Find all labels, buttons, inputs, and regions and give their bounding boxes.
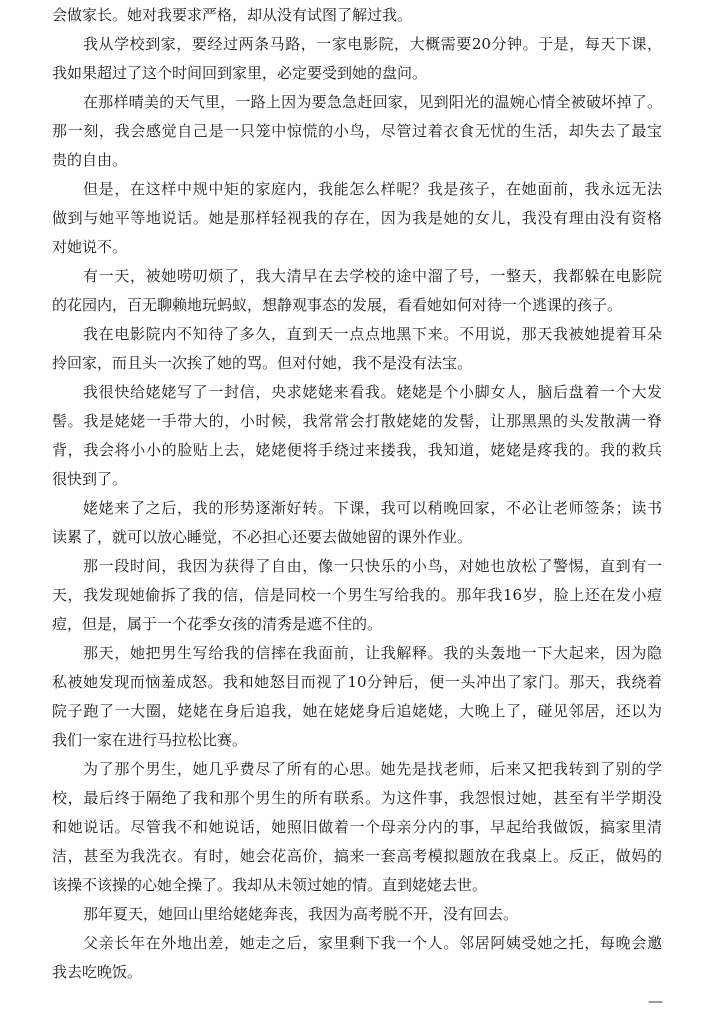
paragraph	[52, 88, 662, 175]
paragraph	[52, 320, 662, 378]
text-line: 在那样晴美的天气里，一路上因为要急急赶回家，见到阳光的温婉心情全被破坏掉了。	[83, 93, 662, 111]
text-line: 那年夏天，她回山里给姥姥奔丧，我因为高考脱不开，没有回去。	[83, 905, 519, 923]
text-line: 但是，在这样中规中矩的家庭内，我能怎么样呢？我是孩子，在她面前，我永远无法	[83, 180, 662, 198]
text-line: 读累了，就可以放心睡觉，不必担心还要去做她留的课外作业。	[52, 528, 473, 546]
text-line: 我在电影院内不知待了多久，直到天一点点地黑下来。不用说，那天我被她提着耳朵	[83, 325, 662, 343]
text-line: 贵的自由。	[52, 151, 128, 169]
text-line: 该操不该操的心她全操了。我却从未领过她的情。直到姥姥去世。	[52, 876, 488, 894]
document-body	[52, 1, 662, 987]
paragraph	[52, 755, 662, 900]
text-line: 父亲长年在外地出差，她走之后，家里剩下我一个人。邻居阿姨受她之托，每晚会邀	[83, 934, 662, 952]
paragraph	[52, 552, 662, 639]
text-line: 和她说话。尽管我不和她说话，她照旧做着一个母亲分内的事，早起给我做饭，搞家里清	[52, 818, 662, 836]
text-line: 那一刻，我会感觉自己是一只笼中惊慌的小鸟，尽管过着衣食无忧的生活，却失去了最宝	[52, 122, 662, 140]
paragraph	[52, 929, 662, 987]
paragraph	[52, 639, 662, 755]
text-line: 天，我发现她偷拆了我的信，信是同校一个男生写给我的。那年我16岁，脸上还在发小痘	[52, 586, 662, 604]
text-line: 髻。我是姥姥一手带大的，小时候，我常常会打散姥姥的发髻，让那黑黑的头发散满一脊	[52, 412, 662, 430]
text-line: 有一天，被她唠叨烦了，我大清早在去学校的途中溜了号，一整天，我都躲在电影院	[83, 267, 662, 285]
text-line: 会做家长。她对我要求严格，却从没有试图了解过我。	[52, 6, 413, 24]
text-line: 背，我会将小小的脸贴上去，姥姥便将手绕过来搂我，我知道，姥姥是疼我的。我的救兵	[52, 441, 662, 459]
text-line: 校，最后终于隔绝了我和那个男生的所有联系。为这件事，我怨恨过她，甚至有半学期没	[52, 789, 662, 807]
paragraph	[52, 175, 662, 262]
text-line: 姥姥来了之后，我的形势逐渐好转。下课，我可以稍晚回家，不必让老师签条；读书	[83, 499, 662, 517]
text-line: 那一段时间，我因为获得了自由，像一只快乐的小鸟，对她也放松了警惕，直到有一	[83, 557, 662, 575]
text-line: 为了那个男生，她几乎费尽了所有的心思。她先是找老师，后来又把我转到了别的学	[83, 760, 662, 778]
text-line: 很快到了。	[52, 470, 128, 488]
text-line: 院子跑了一大圈，姥姥在身后追我，她在姥姥身后追姥姥，大晚上了，碰见邻居，还以为	[52, 702, 662, 720]
paragraph	[52, 900, 662, 929]
text-line: 我从学校到家，要经过两条马路，一家电影院，大概需要20分钟。于是，每天下课，	[83, 35, 662, 53]
text-line: 痘，但是，属于一个花季女孩的清秀是遮不住的。	[52, 615, 383, 633]
text-line: 拎回家，而且头一次挨了她的骂。但对付她，我不是没有法宝。	[52, 354, 473, 372]
text-line: 私被她发现而恼羞成怒。我和她怒目而视了10分钟后，便一头冲出了家门。那天，我绕着	[52, 673, 662, 691]
page-footer-mark: —	[648, 992, 663, 1010]
paragraph	[52, 30, 662, 88]
text-line: 做到与她平等地说话。她是那样轻视我的存在，因为我是她的女儿，我没有理由没有资格	[52, 209, 662, 227]
text-line: 的花园内，百无聊赖地玩蚂蚁，想静观事态的发展，看看她如何对待一个逃课的孩子。	[52, 296, 623, 314]
text-line: 我很快给姥姥写了一封信，央求姥姥来看我。姥姥是个小脚女人，脑后盘着一个大发	[83, 383, 662, 401]
text-line: 洁，甚至为我洗衣。有时，她会花高价，搞来一套高考模拟题放在我桌上。反正，做妈的	[52, 847, 662, 865]
paragraph	[52, 494, 662, 552]
paragraph	[52, 378, 662, 494]
text-line: 那天，她把男生写给我的信摔在我面前，让我解释。我的头轰地一下大起来，因为隐	[83, 644, 662, 662]
text-line: 我们一家在进行马拉松比赛。	[52, 731, 248, 749]
text-line: 我如果超过了这个时间回到家里，必定要受到她的盘问。	[52, 64, 428, 82]
text-line: 对她说不。	[52, 238, 128, 256]
paragraph	[52, 1, 662, 30]
paragraph	[52, 262, 662, 320]
text-line: 我去吃晚饭。	[52, 963, 143, 981]
